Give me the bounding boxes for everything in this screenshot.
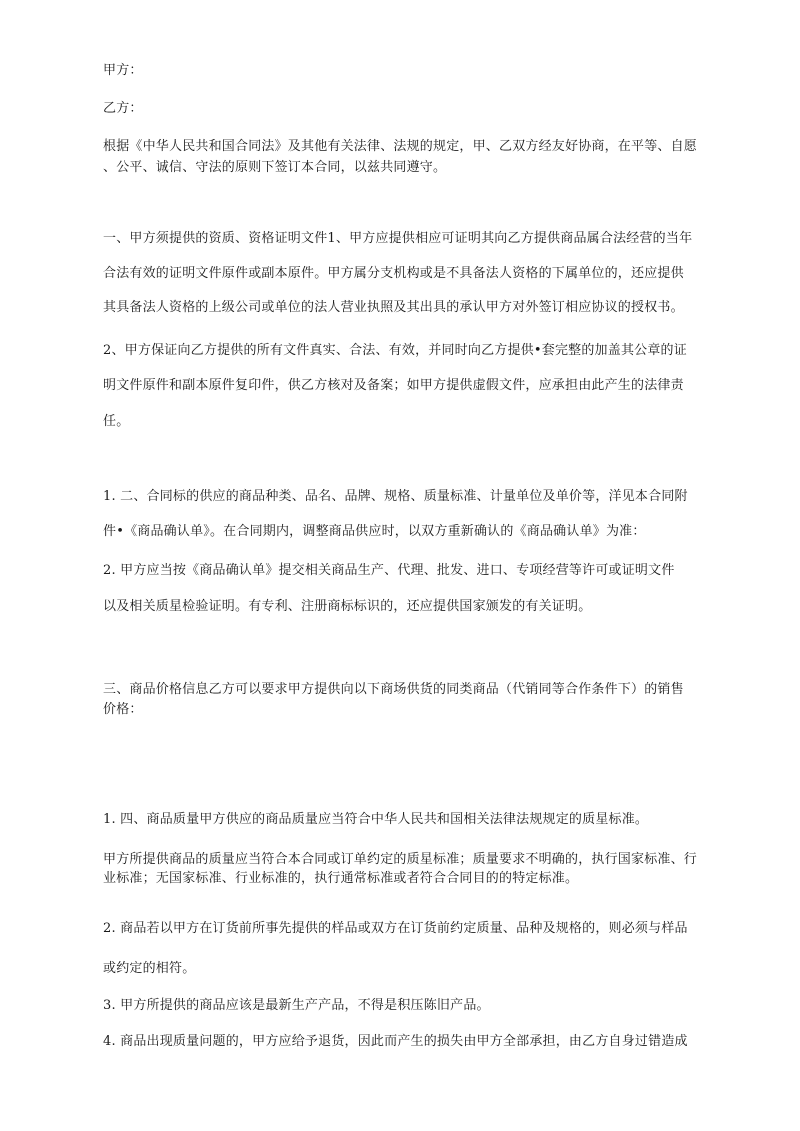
section-4-item-1: 1. 四、商品质量甲方供应的商品质量应当符合中华人民共和国相关法律法规规定的质星标准。 <box>103 812 649 827</box>
section-1-line-1: 一、甲方须提供的资质、资格证明文件1、甲方应提供相应可证明其向乙方提供商品属合法经营的当年 <box>103 231 693 246</box>
section-2-item-1-line-2: 件•《商品确认单》。在合同期内，调整商品供应时，以双方重新确认的《商品确认单》为准： <box>103 524 646 539</box>
section-4-item-2-line-1: 2. 商品若以甲方在订货前所事先提供的样品或双方在订货前约定质量、品种及规格的，则必须与样品 <box>103 921 688 936</box>
section-4-item-4-line-1: 4. 商品出现质量问题的，甲方应给予退货，因此而产生的损失由甲方全部承担，由乙方自身过错造成 <box>103 1034 688 1049</box>
section-3-line-2: 价格： <box>103 702 143 717</box>
section-2-item-1-line-1: 1. 二、合同标的供应的商品种类、品名、品牌、规格、质量标准、计量单位及单价等，洋见本合同附 <box>103 489 688 504</box>
section-4-item-2-line-2: 或约定的相符。 <box>103 961 196 976</box>
section-4-item-3: 3. 甲方所提供的商品应该是最新生产产品，不得是积压陈旧产品。 <box>103 998 490 1013</box>
preamble-line-1: 根据《中华人民共和国合同法》及其他有关法律、法规的规定，甲、乙双方经友好协商，在平等、自愿 <box>103 139 698 154</box>
section-3-line-1: 三、商品价格信息乙方可以要求甲方提供向以下商场供货的同类商品（代销同等合作条件下）的销售 <box>103 682 684 697</box>
preamble-line-2: 、公平、诚信、守法的原则下签订本合同，以兹共同遵守。 <box>103 160 447 175</box>
section-2-item-2-line-2: 以及相关质星检验证明。有专利、注册商标标识的，还应提供国家颁发的有关证明。 <box>103 599 592 614</box>
section-1-item-2-line-2: 明文件原件和副本原件复印件，供乙方核对及备案；如甲方提供虚假文件，应承担由此产生的法律责 <box>103 378 684 393</box>
party-b-line: 乙方： <box>103 101 143 116</box>
section-4-para-line-2: 业标准；无国家标准、行业标准的，执行通常标准或者符合合同目的的特定标准。 <box>103 871 579 886</box>
section-2-item-2-line-1: 2. 甲方应当按《商品确认单》提交相关商品生产、代理、批发、进口、专项经营等许可或证明文件 <box>103 563 675 578</box>
section-1-line-2: 合法有效的证明文件原件或副本原件。甲方属分支机构或是不具备法人资格的下属单位的，还应提供 <box>103 266 684 281</box>
section-1-line-3: 其具备法人资格的上级公司或单位的法人营业执照及其出具的承认甲方对外签订相应协议的授权书。 <box>103 300 684 315</box>
party-a-line: 甲方： <box>103 63 143 78</box>
section-1-item-2-line-3: 任。 <box>103 414 130 429</box>
section-1-item-2-line-1: 2、甲方保证向乙方提供的所有文件真实、合法、有效，并同时向乙方提供•套完整的加盖其公章的证 <box>103 343 687 358</box>
section-4-para-line-1: 甲方所提供商品的质量应当符合本合同或订单约定的质星标准；质量要求不明确的，执行国家标准、行 <box>103 852 698 867</box>
